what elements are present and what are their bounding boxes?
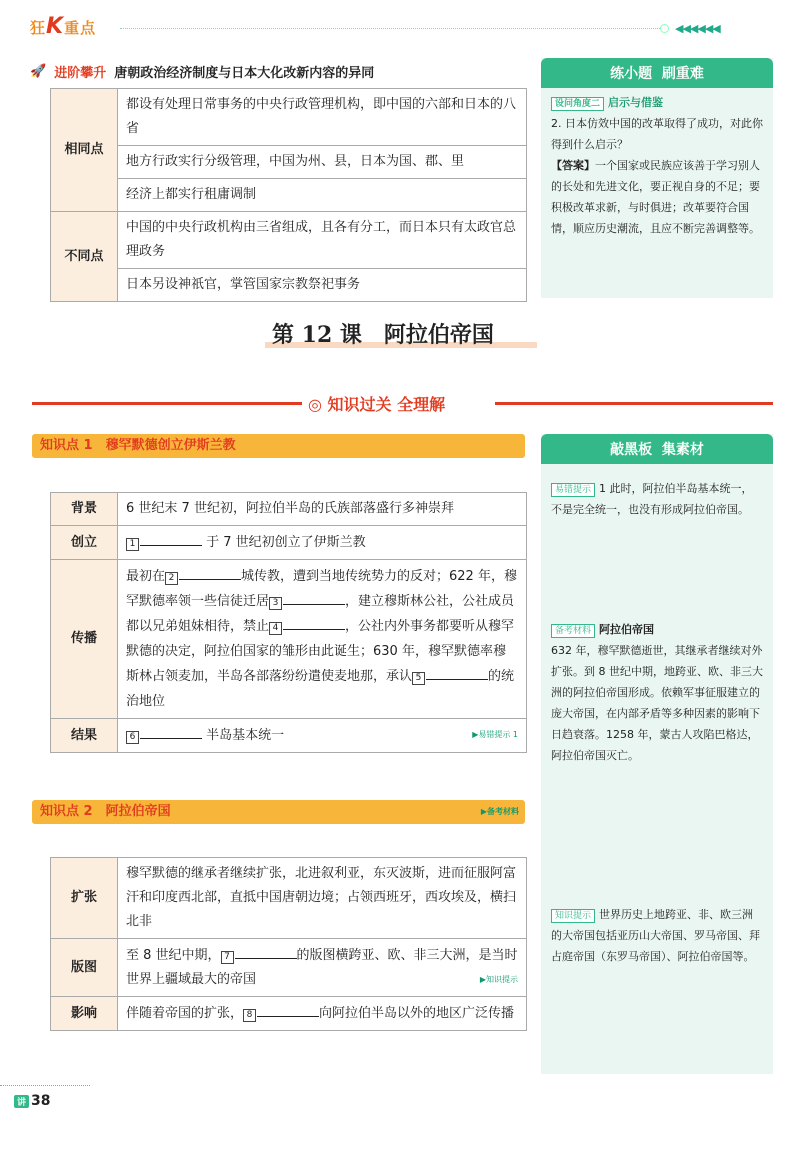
fill-blank[interactable]: [179, 564, 241, 580]
page-number-text: 38: [31, 1093, 51, 1109]
expand-text: 穆罕默德的继承者继续扩张，北进叙利亚，东灭波斯，进而征服阿富汗和印度西北部，直抵中国唐朝边境；占领西班牙，西攻埃及，横扫北非: [118, 858, 527, 939]
blank-number: 8: [243, 1009, 256, 1022]
diff-label: 不同点: [51, 212, 118, 302]
kp1-table: [50, 492, 527, 753]
found-text: [118, 526, 527, 560]
practice-answer: [551, 155, 763, 239]
banner-rule-right: [495, 402, 773, 405]
page-number: [14, 1093, 51, 1109]
table-row: [51, 269, 527, 302]
notes-panel: [541, 434, 773, 1074]
lesson-title: 第 12 课 阿拉伯帝国: [272, 322, 494, 348]
knowledge-tip-tag: 知识提示: [551, 909, 595, 923]
section-badge: 进阶攀升: [54, 66, 107, 81]
expand-label: 扩张: [51, 858, 118, 939]
section-heading: 唐朝政治经济制度与日本大化改新内容的异同: [114, 66, 375, 81]
panel-head-a: 练小题: [610, 66, 653, 82]
kp2-table: [50, 857, 527, 1031]
table-row: [51, 858, 527, 939]
diff-item: 日本另设神祇官，掌管国家宗教祭祀事务: [118, 269, 527, 302]
knowledge-tip-text: 世界历史上地跨亚、非、欧三洲的大帝国包括亚历山大帝国、罗马帝国、拜占庭帝国（东罗马帝国）、阿拉伯帝国等。: [551, 908, 760, 963]
blank-number: 4: [269, 622, 282, 635]
spread-e: 的统治地位: [126, 669, 515, 709]
fill-blank[interactable]: [235, 943, 297, 959]
same-item: 都设有处理日常事务的中央行政管理机构，即中国的六部和日本的八省: [118, 89, 527, 146]
panel-head-b: 刷重难: [661, 66, 704, 82]
practice-panel-header: [541, 58, 773, 88]
blank-number: 3: [269, 597, 282, 610]
same-item: 地方行政实行分级管理，中国为州、县，日本为国、郡、里: [118, 146, 527, 179]
kp1-title: 知识点 1 穆罕默德创立伊斯兰教: [32, 434, 525, 458]
spread-d: ，公社内外事务都要听从穆罕默德的决定，阿拉伯国家的雏形由此诞生；630 年，穆罕默德率穆斯林占领麦加，半岛各部落纷纷遣使麦地那，承认: [126, 619, 515, 684]
spread-text: [118, 560, 527, 719]
mistake-tip-tag: 易错提示: [551, 483, 595, 497]
same-item: 经济上都实行租庸调制: [118, 179, 527, 212]
spread-b: 城传教，遭到当地传统势力的反对；622 年，穆罕默德率领一些信徒迁居: [126, 569, 517, 609]
fill-blank[interactable]: [283, 589, 345, 605]
diff-item: 中国的中央行政机构由三省组成，且各有分工，而日本只有太政官总理政务: [118, 212, 527, 269]
table-row: [51, 939, 527, 997]
mistake-tip-link[interactable]: ▶易错提示 1: [472, 730, 518, 739]
practice-question: 2. 日本仿效中国的改革取得了成功，对此你得到什么启示？: [551, 117, 763, 151]
table-row: [51, 526, 527, 560]
impact-text: [118, 997, 527, 1031]
section-banner: [302, 392, 451, 415]
header-dot: [660, 24, 669, 33]
exam-material-title: 阿拉伯帝国: [599, 623, 655, 636]
section-title: [30, 62, 374, 81]
impact-label: 影响: [51, 997, 118, 1031]
fill-blank[interactable]: [283, 614, 345, 630]
book-icon: 讲: [14, 1095, 29, 1108]
map-label: 版图: [51, 939, 118, 997]
table-row: [51, 493, 527, 526]
fill-blank[interactable]: [426, 664, 488, 680]
map-text: [118, 939, 527, 997]
found-body: 于 7 世纪初创立了伊斯兰教: [206, 535, 366, 550]
spread-a: 最初在: [126, 569, 166, 584]
kp2-title: [32, 800, 525, 824]
found-label: 创立: [51, 526, 118, 560]
angle-tag: 设问角度二: [551, 97, 604, 111]
blank-number: 5: [412, 672, 425, 685]
impact-b: 向阿拉伯半岛以外的地区广泛传播: [319, 1006, 515, 1021]
notes-panel-header: [541, 434, 773, 464]
blank-number: 6: [126, 731, 139, 744]
header-rule: [120, 28, 660, 29]
header-arrows: ◀◀◀◀◀◀: [675, 22, 720, 35]
mistake-tip-text: 此时，阿拉伯半岛基本统一，不是完全统一，也没有形成阿拉伯帝国。: [551, 482, 753, 516]
banner-rule-left: [32, 402, 304, 405]
mistake-tip-note: [541, 464, 773, 520]
angle-title: 启示与借鉴: [608, 96, 664, 109]
blank-number: 2: [165, 572, 178, 585]
comparison-table: [50, 88, 527, 302]
result-label: 结果: [51, 719, 118, 753]
result-text: [118, 719, 527, 753]
notes-head-b: 集素材: [661, 442, 704, 458]
fill-blank[interactable]: [257, 1001, 319, 1017]
blank-number: 7: [221, 951, 234, 964]
impact-a: 伴随着帝国的扩张，: [126, 1006, 244, 1021]
fill-blank[interactable]: [140, 723, 202, 739]
map-a: 至 8 世纪中期，: [126, 948, 221, 963]
blank-number: 1: [126, 538, 139, 551]
rocket-icon: 🚀: [30, 64, 47, 79]
spread-label: 传播: [51, 560, 118, 719]
table-row: [51, 560, 527, 719]
answer-text: 一个国家或民族应该善于学习别人的长处和先进文化，要正视自身的不足；要积极改革求新，与时俱进；改革要符合国情，顺应历史潮流，且应不断完善调整等。: [551, 159, 760, 235]
same-label: 相同点: [51, 89, 118, 212]
table-row: [51, 719, 527, 753]
table-row: [51, 997, 527, 1031]
knowledge-tip-link[interactable]: ▶知识提示: [479, 975, 518, 984]
table-row: [51, 212, 527, 269]
knowledge-tip-note: [551, 904, 763, 967]
fill-blank[interactable]: [140, 530, 202, 546]
table-row: [51, 89, 527, 146]
table-row: [51, 146, 527, 179]
result-body: 半岛基本统一: [206, 728, 285, 743]
kp2-title-text: 知识点 2 阿拉伯帝国: [40, 804, 171, 819]
brand-logo: 狂K重点: [30, 14, 97, 39]
practice-panel: [541, 58, 773, 298]
map-b: 的版图横跨亚、欧、非三大洲，是当时世界上疆域最大的帝国: [126, 948, 518, 987]
bg-label: 背景: [51, 493, 118, 526]
exam-material-tag: 备考材料: [551, 624, 595, 638]
spread-c: ，建立穆斯林公社，公社成员都以兄弟姐妹相待，禁止: [126, 594, 515, 634]
notes-head-a: 敲黑板: [610, 442, 653, 458]
table-row: [51, 179, 527, 212]
exam-material-note: [551, 619, 763, 766]
banner-text: 知识过关 全理解: [327, 395, 446, 414]
answer-label: 【答案】: [551, 159, 595, 172]
mistake-tip-num: 1: [599, 482, 607, 495]
footer-rule: [0, 1085, 90, 1086]
exam-material-text: 632 年，穆罕默德逝世，其继承者继续对外扩张。到 8 世纪中期，地跨亚、欧、非三大洲的阿拉伯帝国形成。依赖军事征服建立的庞大帝国，在内部矛盾等多种因素的影响下日趋衰落。1258 年，蒙古人攻陷巴格达，阿拉伯帝国灭亡。: [551, 644, 763, 762]
exam-material-link[interactable]: ▶备考材料: [480, 807, 519, 816]
bg-text: 6 世纪末 7 世纪初，阿拉伯半岛的氏族部落盛行多神崇拜: [118, 493, 527, 526]
swirl-icon: ◎: [308, 395, 322, 414]
